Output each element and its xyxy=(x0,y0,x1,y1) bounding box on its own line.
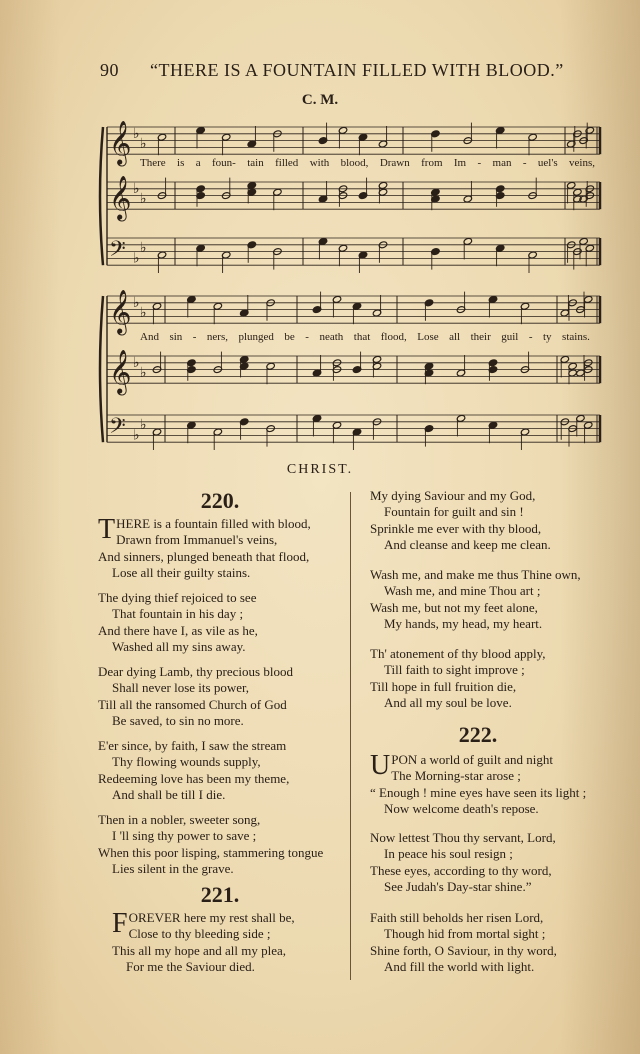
first-word: OREVER xyxy=(128,910,181,925)
treble-clef-icon: 𝄞 xyxy=(109,289,132,334)
treble-clef-icon: 𝄞 xyxy=(109,349,132,394)
verse-line: These eyes, according to thy word, xyxy=(370,862,552,878)
lyric-syllable: - xyxy=(522,157,527,169)
lyric-syllable: veins, xyxy=(569,157,595,169)
verse-line: Washed all my sins away. xyxy=(112,638,246,654)
lyric-syllable: a xyxy=(195,157,201,169)
lyric-syllable: - xyxy=(305,331,309,343)
hymn-220-stanza-5 xyxy=(98,812,348,877)
verse-line: Shine forth, O Saviour, in thy word, xyxy=(370,942,557,958)
verse-line: And shall be till I die. xyxy=(112,786,226,802)
verse-line: And cleanse and keep me clean. xyxy=(384,536,551,552)
flat-icon: ♭ xyxy=(133,250,140,267)
bass-clef-icon: 𝄢 xyxy=(109,236,126,267)
drop-cap: F xyxy=(112,908,128,939)
music-score xyxy=(0,0,640,460)
lyric-syllable: from xyxy=(421,157,443,169)
flat-icon: ♭ xyxy=(140,365,147,381)
lyric-syllable: is xyxy=(177,157,185,169)
lyric-syllable: - xyxy=(477,157,482,169)
verse-line: The dying thief rejoiced to see xyxy=(98,590,257,605)
hymn-221-stanza-2 xyxy=(370,488,630,553)
verse-line: Dear dying Lamb, thy precious blood xyxy=(98,664,293,679)
verse-line: Shall never lose its power, xyxy=(112,680,250,696)
hymn-221-stanza-1 xyxy=(112,910,348,975)
verse-line: Till faith to sight improve ; xyxy=(384,662,525,678)
verse-line: Th' atonement of thy blood apply, xyxy=(370,646,546,661)
hymn-220-stanza-4 xyxy=(98,738,348,803)
verse-line: I 'll sing thy power to save ; xyxy=(112,828,257,844)
lyric-syllable: plunged xyxy=(238,331,274,343)
verse-line: Redeeming love has been my theme, xyxy=(98,770,290,786)
first-word: PON xyxy=(391,752,418,767)
verse-line: Wash me, but not my feet alone, xyxy=(370,599,538,615)
flat-icon: ♭ xyxy=(140,417,147,434)
verse-line: My hands, my head, my heart. xyxy=(384,615,543,631)
hymn-221-stanza-4 xyxy=(370,646,630,711)
system-brace xyxy=(100,296,103,442)
verse-line: Thy flowing wounds supply, xyxy=(112,754,261,770)
verse-line: “ Enough ! mine eyes have seen its light ; xyxy=(370,784,587,800)
hymn-220-stanza-3 xyxy=(98,664,348,729)
verse-line: Though hid from mortal sight ; xyxy=(384,926,546,942)
verse-line: E'er since, by faith, I saw the stream xyxy=(98,738,287,753)
verse-line: That fountain in his day ; xyxy=(112,606,244,622)
lyric-syllable: their xyxy=(470,331,491,343)
flat-icon: ♭ xyxy=(140,191,147,207)
flat-icon: ♭ xyxy=(133,125,140,142)
hymn-number-221: 221. xyxy=(200,882,240,907)
verse-line: Be saved, to sin no more. xyxy=(112,712,244,728)
hymn-222-stanza-3 xyxy=(370,910,632,975)
verse-line: Then in a nobler, sweeter song, xyxy=(98,812,261,827)
flat-icon: ♭ xyxy=(140,305,147,321)
flat-icon: ♭ xyxy=(133,427,140,444)
lyric-syllable: uel's xyxy=(537,157,558,169)
lyric-syllable: that xyxy=(353,331,371,343)
verse-line: Faith still beholds her risen Lord, xyxy=(370,910,544,925)
verse-line: Lies silent in the grave. xyxy=(112,860,234,876)
lyric-syllable: Im xyxy=(453,157,467,169)
verse-line: Till hope in full fruition die, xyxy=(370,678,517,694)
verse-line: a world of guilt and night xyxy=(420,752,554,767)
lyric-syllable: - xyxy=(192,331,197,343)
verse-line: In peace his soul resign ; xyxy=(384,846,513,862)
lyric-syllable: Drawn xyxy=(379,157,410,169)
lyric-syllable: be xyxy=(284,331,295,343)
flat-icon: ♭ xyxy=(133,180,140,197)
lyric-syllable: There xyxy=(140,157,166,169)
verse-line: My dying Saviour and my God, xyxy=(370,488,536,503)
verse-line: For me the Saviour died. xyxy=(126,958,255,974)
verse-line: Now welcome death's repose. xyxy=(384,800,539,816)
flat-icon: ♭ xyxy=(140,136,147,152)
bass-clef-icon: 𝄢 xyxy=(109,413,126,444)
flat-icon: ♭ xyxy=(140,240,147,257)
verse-line: The Morning-star arose ; xyxy=(391,768,521,784)
lyric-syllable: neath xyxy=(319,331,344,343)
lyric-syllable: guil xyxy=(501,331,519,343)
lyric-syllable: ners, xyxy=(206,331,228,343)
lyric-syllable: all xyxy=(449,331,461,343)
hymn-220-stanza-1 xyxy=(98,516,348,581)
lyric-syllable: foun- xyxy=(212,157,236,169)
verse-line: Sprinkle me ever with thy blood, xyxy=(370,520,542,536)
page-number: 90 xyxy=(100,60,119,80)
lyric-syllable: blood, xyxy=(340,157,369,169)
verse-line: Drawn from Immanuel's veins, xyxy=(116,532,278,548)
lyric-syllable: with xyxy=(309,157,330,169)
hymn-222-stanza-1 xyxy=(370,752,632,817)
lyric-syllable: filled xyxy=(275,157,299,169)
verse-line: Till all the ransomed Church of God xyxy=(98,696,287,712)
treble-clef-icon: 𝄞 xyxy=(109,120,132,165)
flat-icon: ♭ xyxy=(133,354,140,371)
flat-icon: ♭ xyxy=(133,294,140,311)
lyric-syllable: - xyxy=(528,331,533,343)
lyric-syllable: flood, xyxy=(380,331,407,343)
verse-line: here my rest shall be, xyxy=(183,910,295,925)
section-title: CHRIST. xyxy=(286,462,354,477)
verse-line: And all my soul be love. xyxy=(384,694,512,710)
verse-line: is a fountain filled with blood, xyxy=(153,516,311,531)
treble-clef-icon: 𝄞 xyxy=(109,175,132,220)
verse-line: When this poor lisping, stammering tongue xyxy=(98,844,324,860)
hymn-number-222: 222. xyxy=(458,722,498,747)
lyric-syllable: sin xyxy=(169,331,183,343)
verse-line: Wash me, and mine Thou art ; xyxy=(384,583,541,599)
hymn-221-stanza-3 xyxy=(370,567,630,632)
verse-line: Close to thy bleeding side ; xyxy=(128,926,271,942)
lyric-syllable: ty xyxy=(543,331,552,343)
system-brace xyxy=(100,127,103,265)
verse-line: And fill the world with light. xyxy=(384,958,535,974)
verse-line: Now lettest Thou thy servant, Lord, xyxy=(370,830,556,845)
lyric-syllable: man xyxy=(492,157,512,169)
lyric-syllable: stains. xyxy=(562,331,590,343)
lyrics-line-1 xyxy=(140,157,595,169)
verse-line: See Judah's Day-star shine.” xyxy=(384,878,532,894)
lyric-syllable: Lose xyxy=(417,331,439,343)
hymn-220-stanza-2 xyxy=(98,590,348,655)
lyric-syllable: And xyxy=(140,331,159,343)
verse-line: Fountain for guilt and sin ! xyxy=(384,504,524,520)
lyric-syllable: tain xyxy=(247,157,264,169)
drop-cap: T xyxy=(98,514,116,545)
column-divider xyxy=(350,492,351,980)
first-word: HERE xyxy=(116,516,151,531)
verse-line: And sinners, plunged beneath that flood, xyxy=(98,548,310,564)
verse-line: Wash me, and make me thus Thine own, xyxy=(370,567,581,582)
verse-line: And there have I, as vile as he, xyxy=(98,622,258,638)
drop-cap: U xyxy=(370,750,391,781)
hymn-number-220: 220. xyxy=(200,488,240,513)
lyrics-line-2 xyxy=(140,331,590,343)
page-title: “THERE IS A FOUNTAIN FILLED WITH BLOOD.” xyxy=(150,60,564,80)
hymn-222-stanza-2 xyxy=(370,830,632,895)
verse-line: This all my hope and all my plea, xyxy=(112,942,287,958)
verse-line: Lose all their guilty stains. xyxy=(112,564,251,580)
meter-label: C. M. xyxy=(301,92,339,108)
